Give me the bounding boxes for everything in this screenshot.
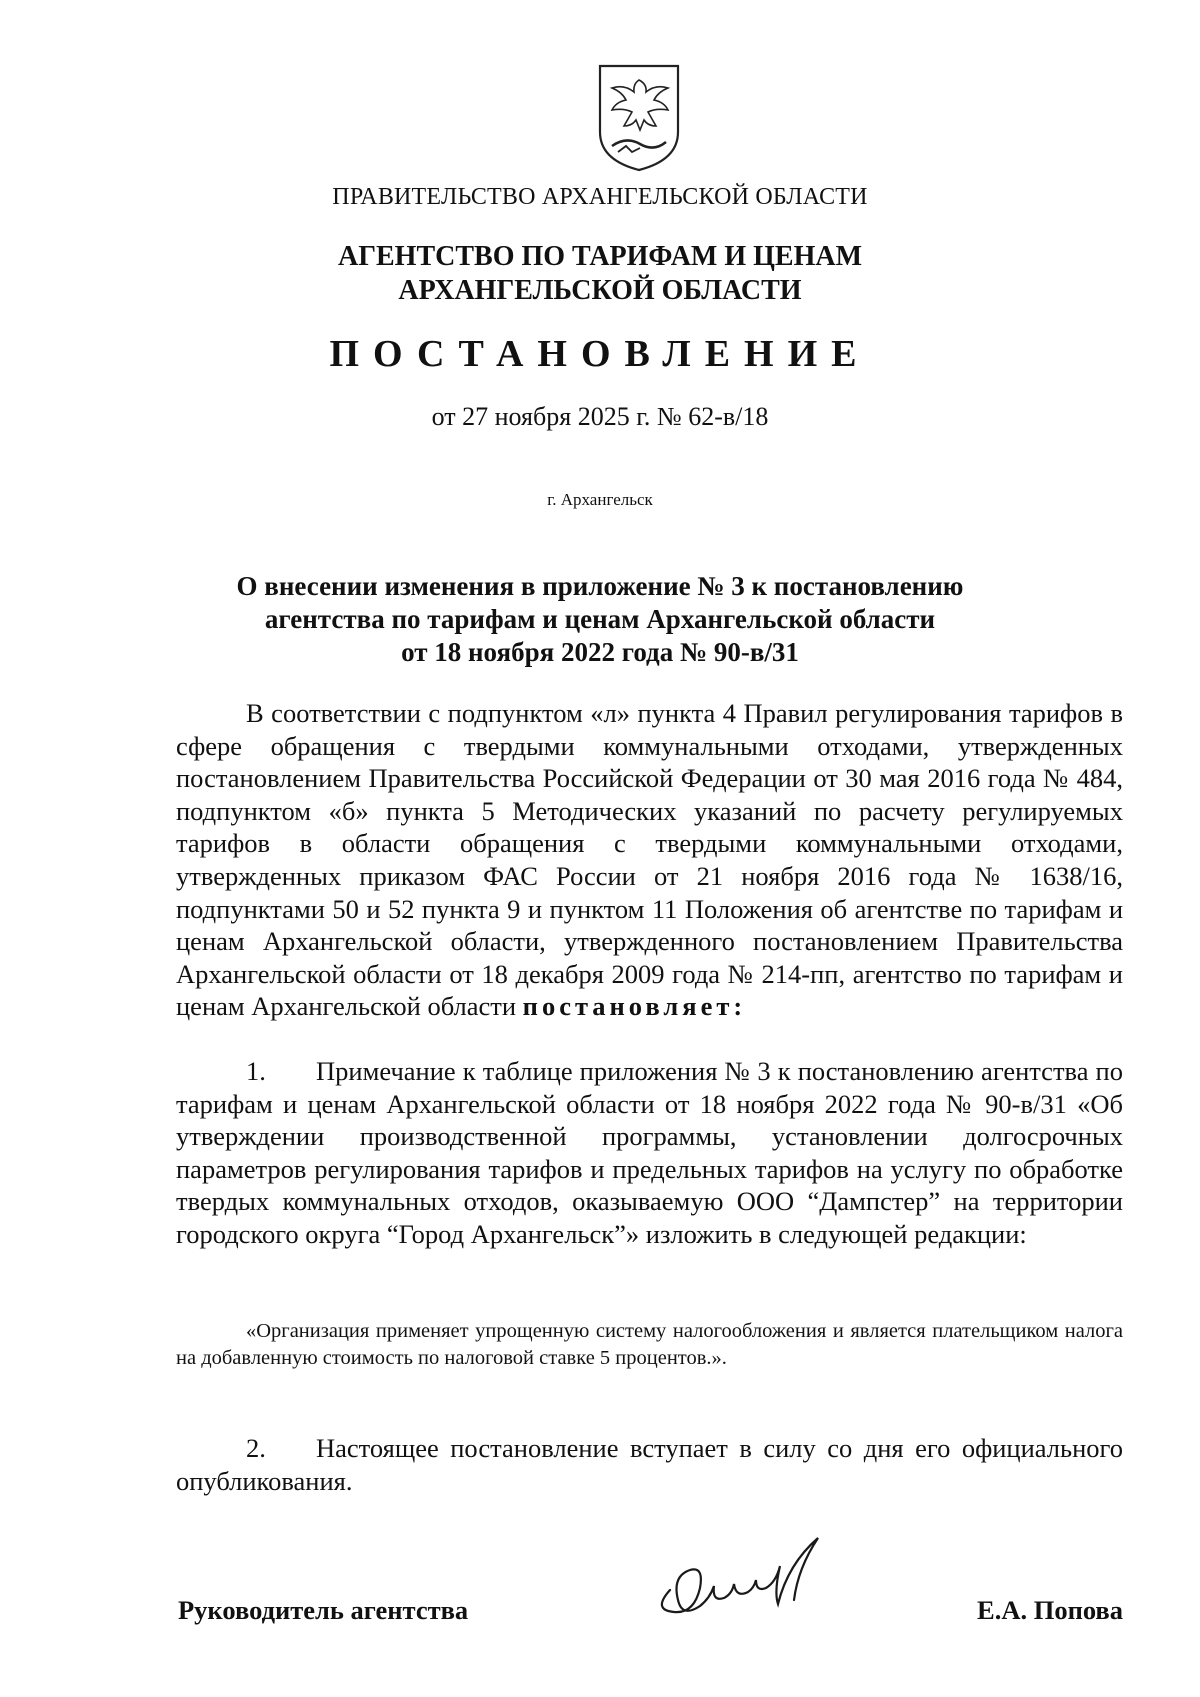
document-subject bbox=[0, 570, 1200, 669]
item-2-number: 2. bbox=[246, 1433, 266, 1463]
subject-line1: О внесении изменения в приложение № 3 к постановлению bbox=[236, 571, 964, 601]
coat-of-arms-emblem-icon bbox=[594, 62, 684, 174]
handwritten-signature-icon bbox=[640, 1530, 850, 1640]
agency-title bbox=[0, 240, 1200, 308]
item-1-paragraph bbox=[176, 1055, 1123, 1251]
signatory-position: Руководитель агентства bbox=[178, 1595, 469, 1625]
subject-line2: агентства по тарифам и ценам Архангельской области bbox=[264, 604, 936, 634]
resolves-word: постановляет: bbox=[522, 991, 747, 1022]
signatory-name: Е.А. Попова bbox=[977, 1595, 1123, 1625]
document-city: г. Архангельск bbox=[547, 490, 653, 509]
document-type: ПОСТАНОВЛЕНИЕ bbox=[329, 333, 871, 375]
agency-title-line2: АРХАНГЕЛЬСКОЙ ОБЛАСТИ bbox=[398, 275, 802, 306]
quoted-note: «Организация применяет упрощенную систему налогообложения и является плательщиком налога на добавленную стоимость по налоговой ставке 5 процентов.». bbox=[176, 1320, 1123, 1369]
preamble-text: В соответствии с подпунктом «л» пункта 4 Правил регулирования тарифов в сфере обращения с твердыми коммунальными отходами, утвержденных постановлением Правительства Российской Федерации от 30 мая 2016 года № 484, подпунктом «б» пункта 5 Методических указаний по расчету регулируемых тарифов в области обращения с твердыми коммунальными отходами, утвержденных приказом ФАС России от 21 ноября 2016 года № 1638/16, подпунктами 50 и 52 пункта 9 и пунктом 11 Положения об агентстве по тарифам и ценам Архангельской области, утвержденного постановлением Правительства Архангельской области от 18 декабря 2009 года № 214-пп, агентство по тарифам и ценам Архангельской области bbox=[176, 698, 1123, 1022]
subject-line3: от 18 ноября 2022 года № 90-в/31 bbox=[401, 637, 799, 667]
preamble-paragraph bbox=[176, 697, 1123, 1023]
item-1-number: 1. bbox=[246, 1056, 266, 1086]
item-1-text: Примечание к таблице приложения № 3 к постановлению агентства по тарифам и ценам Архангельской области от 18 ноября 2022 года № 90-в/31 «Об утверждении производственной программы, установлении долгосрочных параметров регулирования тарифов и предельных тарифов на услугу по обработке твердых коммунальных отходов, оказываемую ООО “Дампстер” на территории городского округа “Город Архангельск”» изложить в следующей редакции: bbox=[176, 1056, 1123, 1249]
item-2-text: Настоящее постановление вступает в силу со дня его официального опубликования. bbox=[176, 1433, 1123, 1496]
government-title: ПРАВИТЕЛЬСТВО АРХАНГЕЛЬСКОЙ ОБЛАСТИ bbox=[332, 184, 868, 210]
document-date-number: от 27 ноября 2025 г. № 62-в/18 bbox=[431, 402, 769, 431]
agency-title-line1: АГЕНТСТВО ПО ТАРИФАМ И ЦЕНАМ bbox=[337, 241, 863, 272]
item-2-paragraph bbox=[176, 1432, 1123, 1497]
